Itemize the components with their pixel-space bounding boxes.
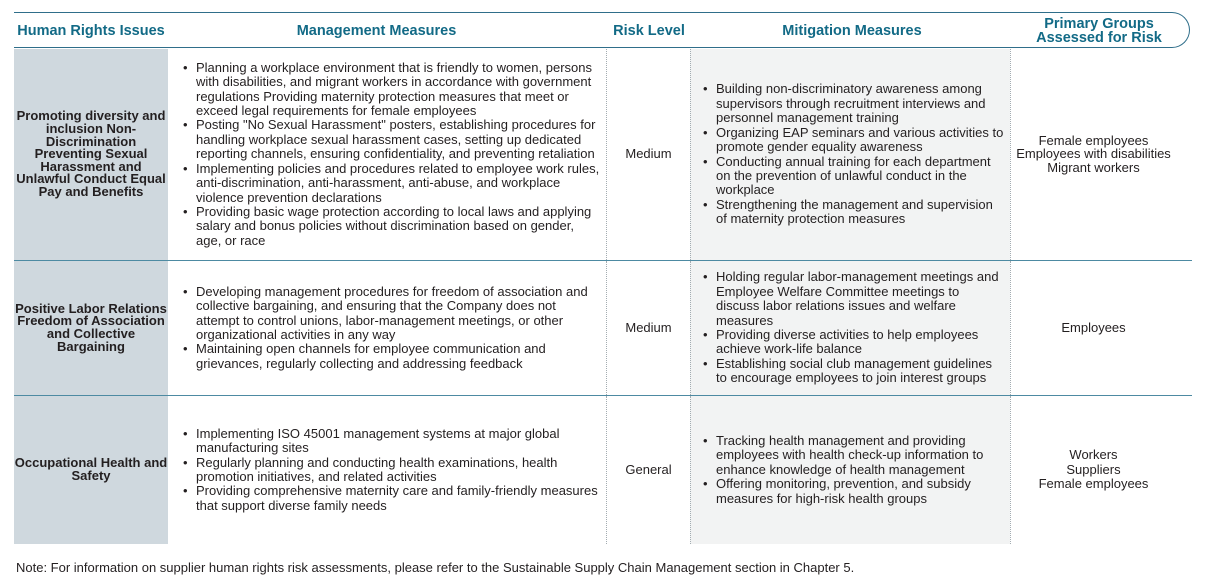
list-item: • Tracking health management and providing employees with health check-up information to enhance knowledge of health management [716,434,1006,477]
footnote: Note: For information on supplier human rights risk assessments, please refer to the Sustainable Supply Chain Management section in Chapter 5. [16,560,855,575]
list-item: • Planning a workplace environment that is friendly to women, persons with disabilities, and migrant workers in accordance with government regulations Providing maternity protection measures that meet or exceed legal requirements for female employees [196,61,601,119]
table-row [14,396,1192,544]
header-groups: Primary Groups Assessed for Risk [1036,16,1162,46]
list-item: • Posting "No Sexual Harassment" posters, establishing procedures for handling workplace sexual harassment cases, setting up dedicated reporting channels, ensuring confidentiality, and preventing retaliation [196,118,601,161]
mitigation-measures [696,49,1006,260]
list-item: • Establishing social club management guidelines to encourage employees to join interest groups [716,357,1006,386]
risk-level: Medium [625,319,672,335]
group-item: Female employees [1038,132,1149,148]
issue-cell: Occupational Health and Safety [14,396,168,544]
list-item: • Regularly planning and conducting health examinations, health promotion initiatives, and related activities [196,456,601,485]
group-item: Employees [1061,319,1126,335]
group-item: Employees with disabilities [1016,146,1171,162]
table-header [14,12,1190,48]
list-item: • Strengthening the management and supervision of maternity protection measures [716,198,1006,227]
risk-groups [1011,261,1176,395]
issue-cell: Positive Labor Relations Freedom of Association and Collective Bargaining [14,261,168,395]
issue-cell: Promoting diversity and inclusion Non-Discrimination Preventing Sexual Harassment and Unlawful Conduct Equal Pay and Benefits [14,49,168,260]
group-item: Migrant workers [1047,159,1140,175]
list-item: • Conducting annual training for each department on the prevention of unlawful conduct in the workplace [716,155,1006,198]
risk-level: Medium [625,146,672,162]
list-item: • Providing basic wage protection according to local laws and applying salary and bonus policies without discrimination based on gender, age, or race [196,205,601,248]
mitigation-measures [696,261,1006,395]
list-item: • Providing comprehensive maternity care and family-friendly measures that support diverse family needs [196,484,601,513]
list-item: • Implementing ISO 45001 management systems at major global manufacturing sites [196,427,601,456]
list-item: • Offering monitoring, prevention, and subsidy measures for high-risk health groups [716,477,1006,506]
header-issues: Human Rights Issues [17,23,165,39]
risk-groups [1011,396,1176,544]
mitigation-measures [696,396,1006,544]
list-item: • Providing diverse activities to help employees achieve work-life balance [716,328,1006,357]
header-mitigation: Mitigation Measures [782,23,922,39]
management-measures [176,49,601,260]
list-item: • Maintaining open channels for employee communication and grievances, regularly collecting and addressing feedback [196,342,601,371]
list-item: • Holding regular labor-management meetings and Employee Welfare Committee meetings to discuss labor relations issues and welfare measures [716,270,1006,328]
risk-groups [1011,49,1176,260]
group-item: Workers [1069,447,1118,463]
table-row [14,49,1192,260]
management-measures [176,261,601,395]
risk-level: General [625,461,672,477]
table-row [14,261,1192,395]
list-item: • Organizing EAP seminars and various activities to promote gender equality awareness [716,126,1006,155]
group-item: Suppliers [1066,461,1121,477]
list-item: • Building non-discriminatory awareness among supervisors through recruitment interviews and personnel management training [716,82,1006,125]
list-item: • Developing management procedures for freedom of association and collective bargaining, and ensuring that the Company does not attempt to control unions, labor-management meetings, or other organizational activities in any way [196,285,601,343]
header-management: Management Measures [296,23,457,39]
group-item: Female employees [1038,476,1149,492]
header-risk: Risk Level [613,23,685,39]
list-item: • Implementing policies and procedures related to employee work rules, anti-discrimination, anti-harassment, anti-abuse, and workplace violence prevention declarations [196,162,601,205]
management-measures [176,396,601,544]
